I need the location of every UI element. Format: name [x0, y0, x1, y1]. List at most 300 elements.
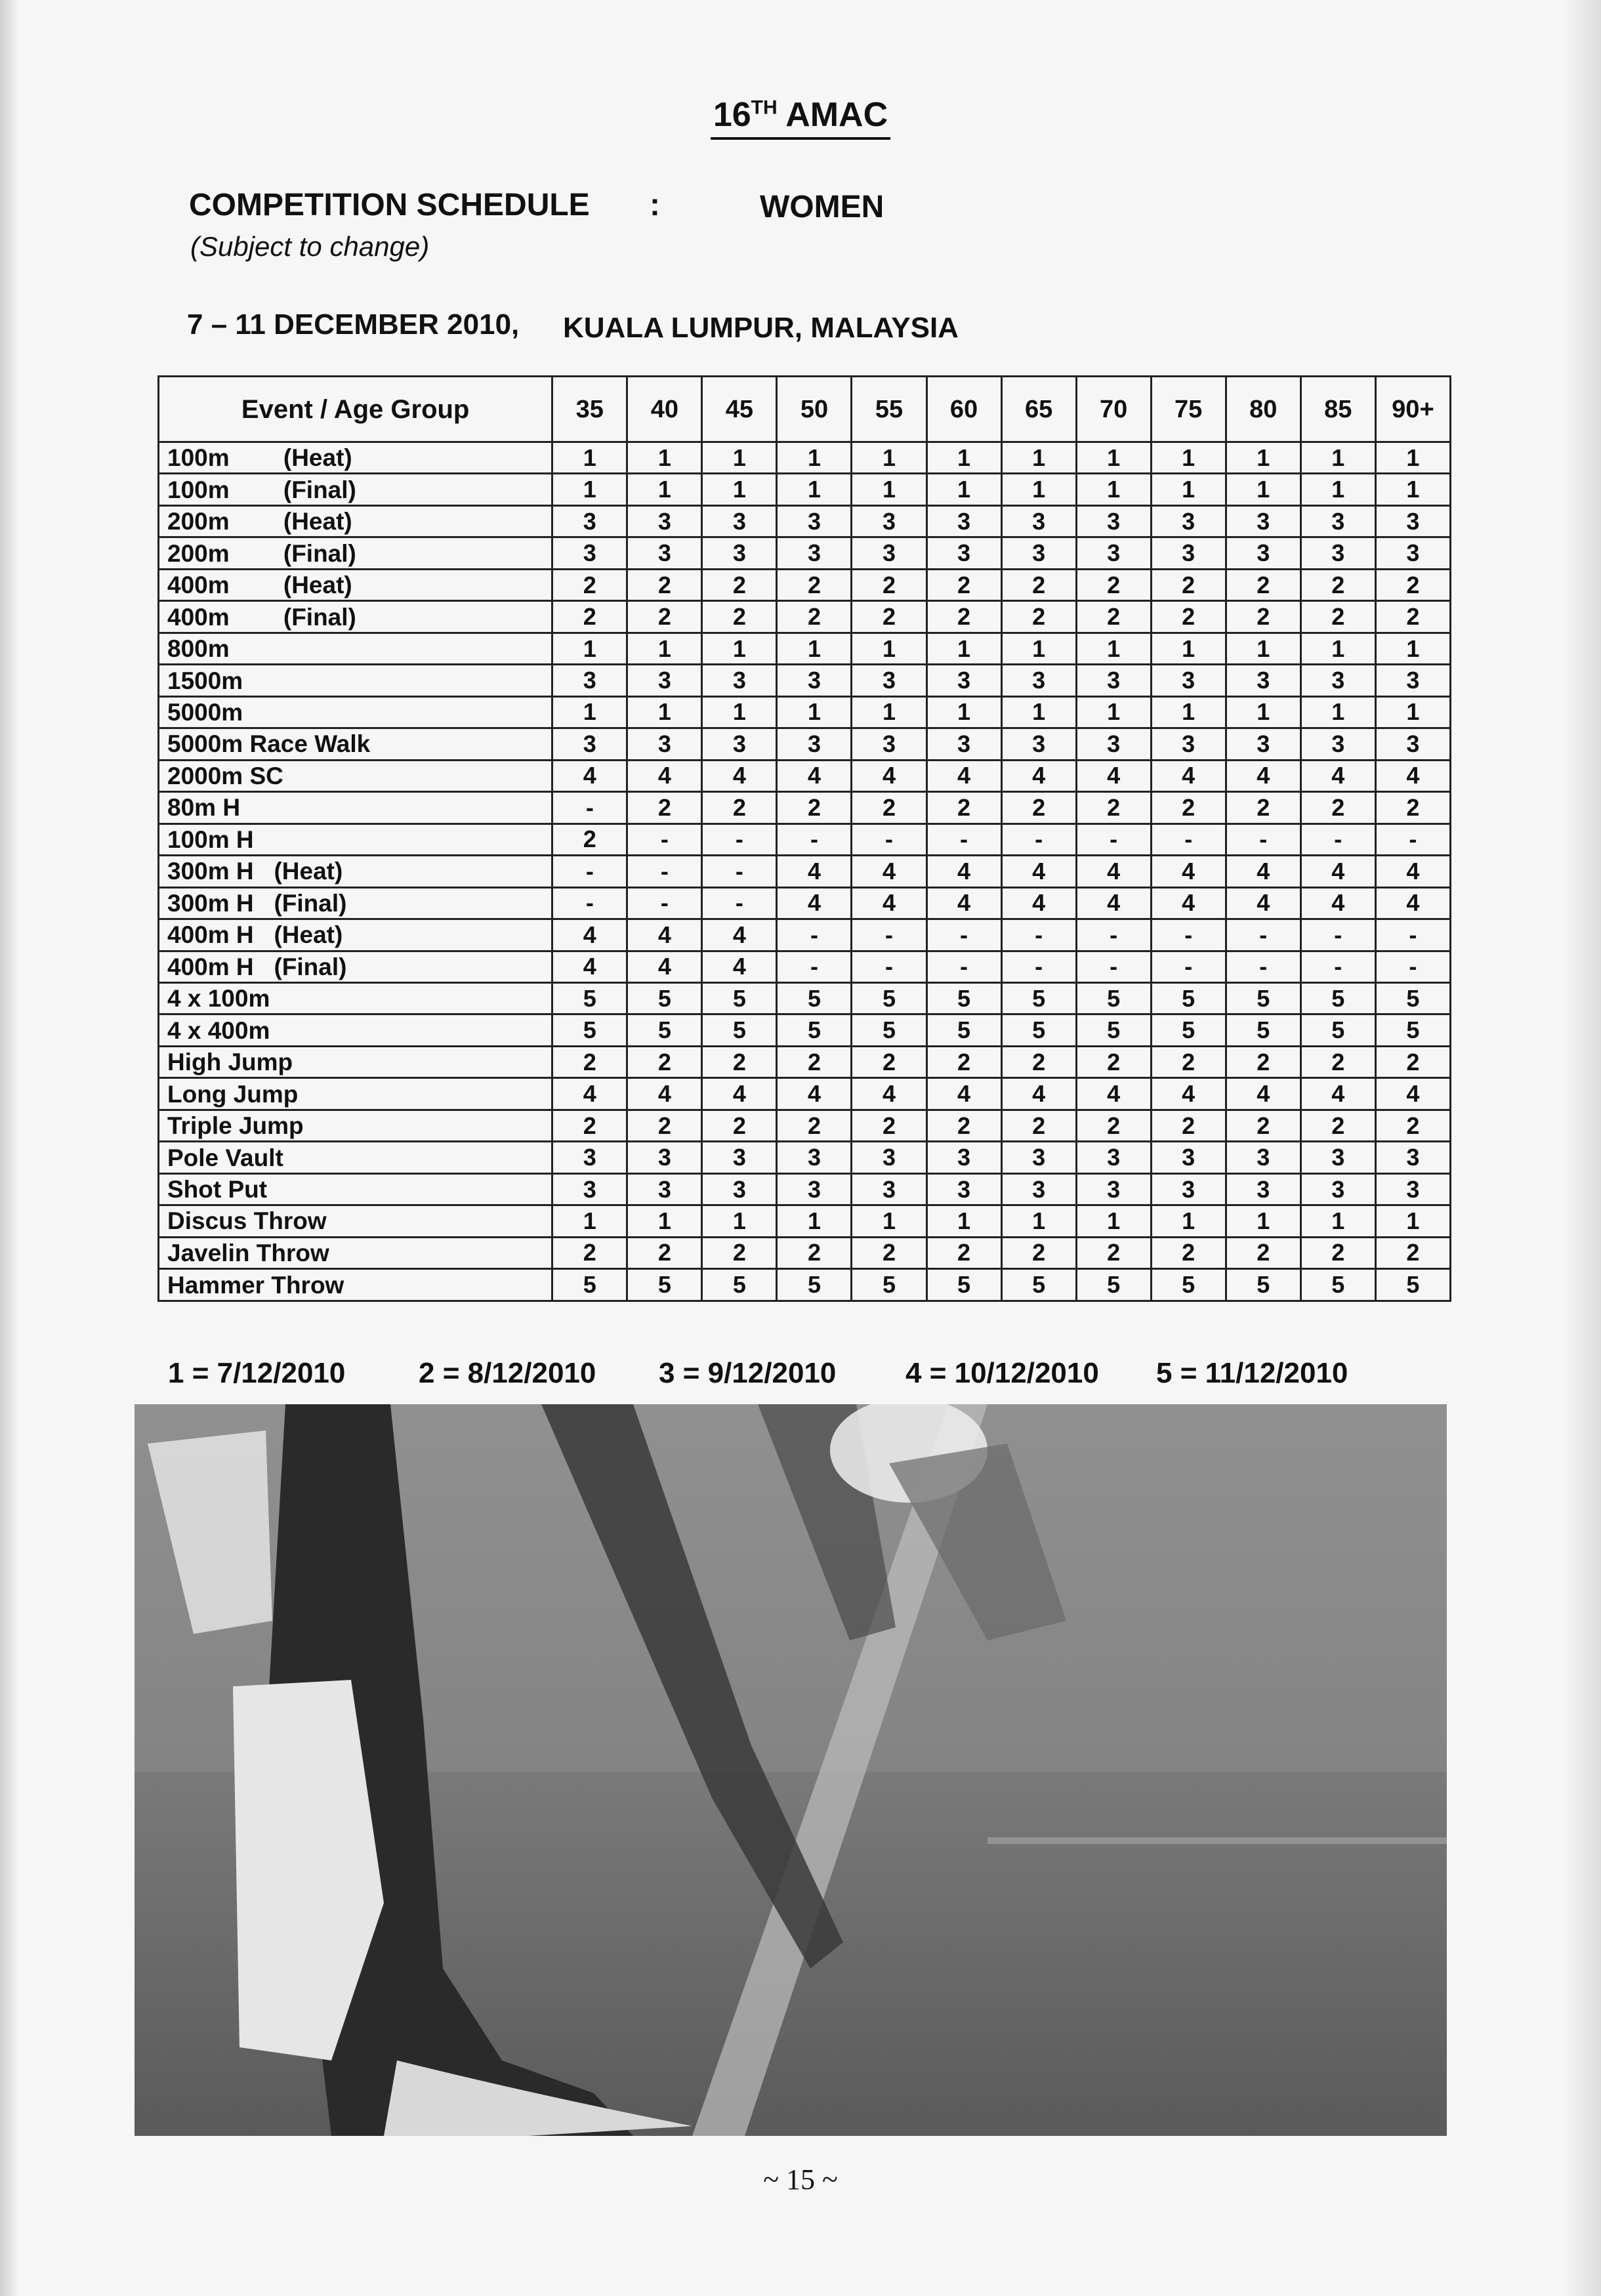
day-cell: 3: [1076, 665, 1151, 696]
day-cell: 1: [926, 1205, 1001, 1237]
day-cell: -: [1226, 951, 1300, 982]
event-name-cell: Pole Vault: [159, 1142, 552, 1173]
day-cell: 5: [702, 1269, 777, 1301]
event-name-cell: Long Jump: [159, 1078, 552, 1110]
age-group-header: 50: [777, 377, 852, 442]
day-cell: 3: [1226, 728, 1300, 760]
day-cell: 3: [852, 1142, 926, 1173]
day-cell: 2: [1001, 1110, 1076, 1141]
table-row: [159, 474, 1451, 505]
day-cell: 4: [1001, 856, 1076, 887]
day-cell: 5: [1300, 1014, 1375, 1046]
day-cell: 1: [1300, 1205, 1375, 1237]
table-row: [159, 1237, 1451, 1268]
event-name-cell: Javelin Throw: [159, 1237, 552, 1268]
day-cell: 1: [1375, 474, 1450, 505]
day-cell: 1: [552, 1205, 627, 1237]
day-cell: 2: [926, 792, 1001, 824]
age-group-header: 70: [1076, 377, 1151, 442]
age-group-header: 85: [1300, 377, 1375, 442]
day-cell: 1: [852, 1205, 926, 1237]
day-cell: -: [1375, 951, 1450, 982]
table-row: [159, 1269, 1451, 1301]
day-cell: 5: [1151, 1269, 1226, 1301]
legend-item: 3 = 9/12/2010: [659, 1357, 837, 1389]
day-cell: -: [777, 951, 852, 982]
day-cell: 3: [1375, 665, 1450, 696]
day-cell: 4: [852, 760, 926, 791]
competition-gender: WOMEN: [760, 190, 884, 224]
day-cell: 1: [1151, 696, 1226, 728]
schedule-body: [159, 442, 1451, 1301]
table-row: [159, 919, 1451, 951]
day-cell: 4: [1151, 856, 1226, 887]
day-cell: 1: [1076, 474, 1151, 505]
day-cell: 4: [1375, 856, 1450, 887]
day-cell: 5: [1226, 1014, 1300, 1046]
day-cell: 1: [1151, 1205, 1226, 1237]
table-header-row: [159, 377, 1451, 442]
event-name-cell: 1500m: [159, 665, 552, 696]
day-cell: 2: [1300, 601, 1375, 633]
day-cell: -: [627, 856, 702, 887]
day-cell: 3: [852, 728, 926, 760]
day-cell: 1: [1151, 474, 1226, 505]
day-cell: 4: [1375, 760, 1450, 791]
day-cell: 1: [702, 474, 777, 505]
page-title: [0, 95, 1601, 140]
day-cell: 1: [552, 442, 627, 474]
day-cell: -: [702, 824, 777, 855]
legend-item: 5 = 11/12/2010: [1156, 1357, 1348, 1389]
event-name-cell: 4 x 100m: [159, 982, 552, 1014]
age-group-header: 60: [926, 377, 1001, 442]
table-row: [159, 792, 1451, 824]
day-cell: 4: [702, 760, 777, 791]
day-cell: 1: [702, 633, 777, 664]
day-cell: 3: [627, 665, 702, 696]
day-cell: 3: [852, 665, 926, 696]
day-cell: 4: [852, 856, 926, 887]
table-row: [159, 1046, 1451, 1077]
day-cell: 2: [627, 1046, 702, 1077]
day-cell: 5: [1300, 982, 1375, 1014]
day-cell: 2: [852, 601, 926, 633]
day-cell: 2: [627, 1110, 702, 1141]
day-cell: 3: [777, 728, 852, 760]
day-cell: 1: [777, 474, 852, 505]
table-row: [159, 887, 1451, 919]
day-cell: 4: [1076, 887, 1151, 919]
day-cell: 5: [1076, 1269, 1151, 1301]
day-cell: 3: [1375, 505, 1450, 537]
subtitle: (Subject to change): [190, 231, 430, 262]
day-cell: 3: [1001, 1142, 1076, 1173]
day-cell: 2: [926, 1110, 1001, 1141]
day-cell: 2: [1226, 1237, 1300, 1268]
day-cell: 5: [552, 1269, 627, 1301]
age-group-header: 65: [1001, 377, 1076, 442]
day-cell: 3: [627, 537, 702, 569]
day-cell: 1: [1151, 633, 1226, 664]
event-name-cell: 100m (Heat): [159, 442, 552, 474]
day-cell: 1: [702, 442, 777, 474]
day-cell: 3: [1001, 505, 1076, 537]
day-cell: 4: [1226, 760, 1300, 791]
day-cell: 3: [552, 1173, 627, 1205]
day-cell: 3: [1375, 1173, 1450, 1205]
day-cell: 1: [777, 442, 852, 474]
day-cell: 1: [1001, 633, 1076, 664]
day-cell: 4: [926, 760, 1001, 791]
day-cell: 5: [627, 1269, 702, 1301]
day-cell: 1: [777, 1205, 852, 1237]
age-group-header: 45: [702, 377, 777, 442]
day-cell: 3: [926, 728, 1001, 760]
day-cell: 5: [1001, 982, 1076, 1014]
table-row: [159, 601, 1451, 633]
day-cell: 1: [1001, 474, 1076, 505]
day-cell: 3: [627, 505, 702, 537]
day-cell: 2: [702, 1237, 777, 1268]
day-cell: 2: [552, 569, 627, 600]
day-cell: 2: [1001, 1046, 1076, 1077]
day-cell: 1: [1076, 696, 1151, 728]
day-cell: 3: [1300, 728, 1375, 760]
day-cell: 2: [1300, 569, 1375, 600]
day-cell: -: [552, 792, 627, 824]
day-cell: 3: [702, 728, 777, 760]
day-cell: 1: [1375, 1205, 1450, 1237]
day-cell: 2: [1151, 1110, 1226, 1141]
day-cell: 1: [1226, 1205, 1300, 1237]
day-cell: 1: [926, 474, 1001, 505]
day-cell: -: [1076, 951, 1151, 982]
day-cell: 3: [1226, 1173, 1300, 1205]
day-cell: 3: [1226, 665, 1300, 696]
day-cell: 4: [1001, 1078, 1076, 1110]
day-cell: 5: [627, 1014, 702, 1046]
day-cell: 3: [1375, 537, 1450, 569]
day-cell: 2: [552, 601, 627, 633]
day-cell: 4: [1226, 887, 1300, 919]
day-cell: 4: [777, 856, 852, 887]
day-cell: 1: [1076, 442, 1151, 474]
day-cell: 2: [1076, 1110, 1151, 1141]
day-cell: 3: [926, 537, 1001, 569]
day-cell: 5: [1001, 1269, 1076, 1301]
day-cell: 2: [1076, 569, 1151, 600]
day-cell: 2: [777, 601, 852, 633]
day-cell: 5: [1151, 982, 1226, 1014]
day-cell: 2: [926, 1046, 1001, 1077]
day-cell: -: [1151, 824, 1226, 855]
table-row: [159, 951, 1451, 982]
day-cell: 5: [777, 1269, 852, 1301]
day-cell: 1: [1300, 633, 1375, 664]
day-cell: 1: [627, 1205, 702, 1237]
day-cell: 1: [1300, 696, 1375, 728]
day-cell: -: [852, 824, 926, 855]
day-cell: 3: [852, 1173, 926, 1205]
day-cell: 3: [702, 1142, 777, 1173]
athletes-start-photo: [135, 1404, 1447, 2136]
day-cell: 3: [1151, 728, 1226, 760]
day-cell: 4: [926, 856, 1001, 887]
day-cell: 5: [1375, 982, 1450, 1014]
day-cell: 5: [1151, 1014, 1226, 1046]
day-cell: 3: [1226, 537, 1300, 569]
table-row: [159, 856, 1451, 887]
day-cell: 3: [552, 537, 627, 569]
title-number: 16: [713, 96, 751, 134]
day-cell: 4: [702, 919, 777, 951]
event-name-cell: 400m (Final): [159, 601, 552, 633]
day-cell: 1: [1375, 696, 1450, 728]
day-cell: 2: [777, 1237, 852, 1268]
day-cell: 2: [1001, 601, 1076, 633]
day-cell: 2: [1375, 792, 1450, 824]
day-cell: 2: [1226, 601, 1300, 633]
day-cell: 4: [702, 1078, 777, 1110]
day-cell: 1: [552, 696, 627, 728]
day-cell: 2: [926, 1237, 1001, 1268]
day-cell: 5: [1300, 1269, 1375, 1301]
day-cell: 3: [627, 1173, 702, 1205]
day-cell: 3: [777, 1173, 852, 1205]
event-name-cell: 400m H (Final): [159, 951, 552, 982]
day-cell: 4: [1226, 856, 1300, 887]
event-name-cell: 100m (Final): [159, 474, 552, 505]
day-cell: 2: [627, 569, 702, 600]
day-cell: 3: [1001, 728, 1076, 760]
day-cell: 4: [1375, 887, 1450, 919]
day-cell: 4: [1300, 856, 1375, 887]
day-cell: 1: [926, 442, 1001, 474]
day-cell: 1: [852, 633, 926, 664]
event-name-cell: 2000m SC: [159, 760, 552, 791]
event-name-cell: 5000m: [159, 696, 552, 728]
day-cell: 1: [702, 696, 777, 728]
table-row: [159, 760, 1451, 791]
day-cell: 3: [1300, 1142, 1375, 1173]
day-cell: 2: [777, 792, 852, 824]
table-row: [159, 633, 1451, 664]
day-cell: 4: [1300, 1078, 1375, 1110]
event-name-cell: 400m (Heat): [159, 569, 552, 600]
day-cell: -: [552, 887, 627, 919]
day-cell: 3: [777, 505, 852, 537]
table-row: [159, 1078, 1451, 1110]
day-cell: 1: [926, 633, 1001, 664]
day-cell: 4: [702, 951, 777, 982]
title-superscript: TH: [751, 96, 778, 119]
legend-item: 2 = 8/12/2010: [419, 1357, 596, 1389]
day-cell: 2: [1226, 1046, 1300, 1077]
day-cell: 2: [1375, 1237, 1450, 1268]
day-cell: 3: [852, 505, 926, 537]
table-row: [159, 537, 1451, 569]
day-cell: 2: [1300, 1237, 1375, 1268]
day-cell: 2: [702, 601, 777, 633]
day-cell: 5: [1001, 1014, 1076, 1046]
day-cell: 1: [1151, 442, 1226, 474]
event-name-cell: 200m (Heat): [159, 505, 552, 537]
title-text: AMAC: [777, 96, 888, 134]
day-cell: 2: [1226, 1110, 1300, 1141]
table-row: [159, 728, 1451, 760]
table-row: [159, 1014, 1451, 1046]
day-cell: 4: [1001, 760, 1076, 791]
day-cell: 2: [1001, 569, 1076, 600]
day-cell: 3: [1300, 1173, 1375, 1205]
day-cell: 2: [627, 792, 702, 824]
table-row: [159, 982, 1451, 1014]
day-cell: 3: [926, 1142, 1001, 1173]
age-group-header: 90+: [1375, 377, 1450, 442]
day-cell: -: [777, 919, 852, 951]
day-cell: 4: [926, 887, 1001, 919]
day-cell: 2: [852, 1046, 926, 1077]
event-name-cell: High Jump: [159, 1046, 552, 1077]
day-cell: 3: [1001, 1173, 1076, 1205]
day-cell: 5: [1076, 1014, 1151, 1046]
day-cell: 1: [1001, 696, 1076, 728]
event-name-cell: 100m H: [159, 824, 552, 855]
event-name-cell: Triple Jump: [159, 1110, 552, 1141]
day-cell: 1: [1001, 442, 1076, 474]
table-row: [159, 569, 1451, 600]
day-cell: 4: [777, 887, 852, 919]
event-name-cell: 400m H (Heat): [159, 919, 552, 951]
day-cell: 1: [852, 696, 926, 728]
table-corner-label: Event / Age Group: [159, 377, 552, 442]
day-cell: 4: [1375, 1078, 1450, 1110]
day-cell: 4: [627, 919, 702, 951]
day-cell: 2: [552, 1046, 627, 1077]
day-cell: -: [1001, 919, 1076, 951]
day-cell: 2: [1151, 569, 1226, 600]
day-cell: 1: [1076, 633, 1151, 664]
day-cell: 1: [852, 442, 926, 474]
day-cell: 3: [1151, 537, 1226, 569]
day-cell: 3: [702, 537, 777, 569]
competition-label: COMPETITION SCHEDULE: [189, 188, 590, 222]
day-cell: -: [926, 824, 1001, 855]
day-cell: 4: [1226, 1078, 1300, 1110]
legend-item: 1 = 7/12/2010: [168, 1357, 346, 1389]
competition-colon: :: [650, 188, 660, 222]
day-cell: 3: [552, 505, 627, 537]
event-name-cell: 200m (Final): [159, 537, 552, 569]
day-cell: 2: [552, 1110, 627, 1141]
day-cell: 4: [926, 1078, 1001, 1110]
day-cell: 4: [1151, 760, 1226, 791]
day-cell: 1: [1226, 633, 1300, 664]
day-cell: 3: [552, 665, 627, 696]
day-cell: 3: [1151, 1142, 1226, 1173]
day-cell: 3: [1300, 505, 1375, 537]
day-cell: 3: [627, 728, 702, 760]
day-cell: 2: [1151, 1237, 1226, 1268]
day-cell: 3: [1076, 1142, 1151, 1173]
day-cell: 2: [1226, 792, 1300, 824]
day-cell: 2: [852, 792, 926, 824]
legend-item: 4 = 10/12/2010: [905, 1357, 1099, 1389]
day-cell: 4: [552, 1078, 627, 1110]
day-cell: 2: [1151, 601, 1226, 633]
event-name-cell: Shot Put: [159, 1173, 552, 1205]
day-cell: 4: [852, 887, 926, 919]
day-cell: 1: [552, 633, 627, 664]
day-cell: 5: [777, 1014, 852, 1046]
day-cell: 4: [1300, 887, 1375, 919]
day-cell: 3: [1076, 1173, 1151, 1205]
day-cell: 1: [777, 696, 852, 728]
day-cell: 2: [926, 569, 1001, 600]
day-cell: -: [926, 951, 1001, 982]
day-cell: 3: [777, 1142, 852, 1173]
day-cell: 5: [1076, 982, 1151, 1014]
day-cell: 2: [1076, 1237, 1151, 1268]
day-cell: 2: [1151, 1046, 1226, 1077]
photo-illustration: [135, 1404, 1447, 2136]
day-cell: 3: [1151, 1173, 1226, 1205]
day-cell: 4: [1076, 1078, 1151, 1110]
day-cell: -: [1076, 919, 1151, 951]
day-cell: 1: [1076, 1205, 1151, 1237]
day-cell: 4: [627, 760, 702, 791]
day-cell: 5: [1375, 1014, 1450, 1046]
day-cell: 1: [1226, 696, 1300, 728]
day-cell: 1: [1226, 474, 1300, 505]
day-cell: 2: [702, 1110, 777, 1141]
day-cell: -: [1375, 824, 1450, 855]
day-cell: -: [926, 919, 1001, 951]
day-cell: 3: [777, 665, 852, 696]
day-cell: -: [1151, 919, 1226, 951]
day-cell: 5: [926, 1014, 1001, 1046]
day-cell: 3: [1151, 665, 1226, 696]
day-cell: 5: [926, 982, 1001, 1014]
age-group-header: 80: [1226, 377, 1300, 442]
table-row: [159, 505, 1451, 537]
day-cell: 1: [627, 696, 702, 728]
day-cell: 4: [552, 919, 627, 951]
day-cell: 1: [777, 633, 852, 664]
day-cell: 4: [552, 951, 627, 982]
day-cell: 3: [1226, 505, 1300, 537]
day-cell: -: [702, 856, 777, 887]
day-cell: 5: [627, 982, 702, 1014]
day-cell: 2: [702, 792, 777, 824]
day-cell: 3: [1076, 537, 1151, 569]
day-cell: 3: [777, 537, 852, 569]
event-name-cell: 80m H: [159, 792, 552, 824]
event-name-cell: Hammer Throw: [159, 1269, 552, 1301]
table-row: [159, 1110, 1451, 1141]
day-cell: 4: [1151, 1078, 1226, 1110]
day-cell: 5: [552, 982, 627, 1014]
event-name-cell: Discus Throw: [159, 1205, 552, 1237]
day-cell: 2: [552, 1237, 627, 1268]
day-cell: 2: [926, 601, 1001, 633]
day-cell: 2: [1375, 1046, 1450, 1077]
day-cell: 5: [852, 1014, 926, 1046]
day-cell: 1: [1001, 1205, 1076, 1237]
day-cell: 1: [1300, 474, 1375, 505]
day-cell: 2: [1076, 601, 1151, 633]
